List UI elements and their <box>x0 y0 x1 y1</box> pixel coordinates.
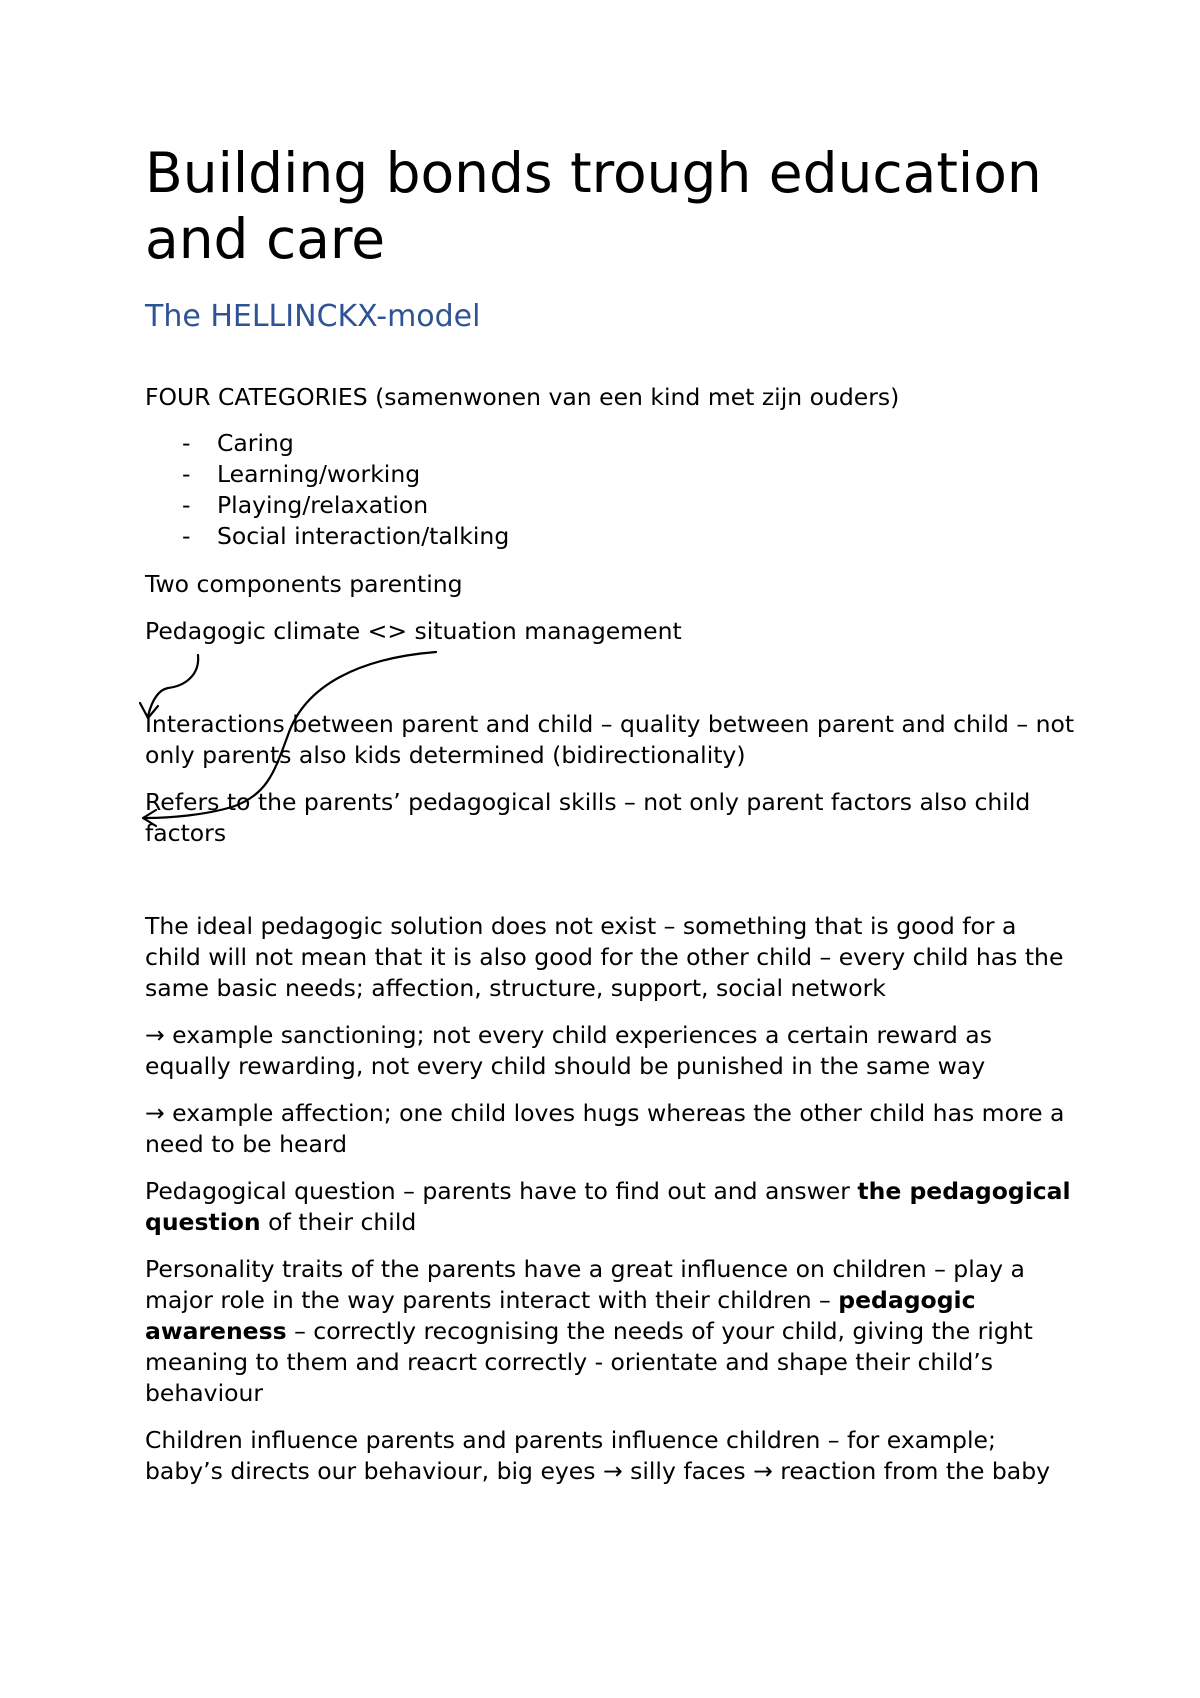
ideal-solution-paragraph: The ideal pedagogic solution does not exist – something that is good for a child will not mean that it is also good for the other child – every child has the same basic needs; affection, structure, support, social network <box>145 912 1064 1002</box>
list-item <box>145 521 1075 552</box>
document-subtitle: The HELLINCKX-model <box>145 299 481 334</box>
pedagogic-climate-line: Pedagogic climate <> situation management <box>145 617 682 645</box>
list-item <box>145 428 1075 459</box>
bullet-dash: - <box>182 522 191 550</box>
two-components-line: Two components parenting <box>145 570 463 598</box>
list-item <box>145 490 1075 521</box>
list-item-label: Social interaction/talking <box>217 522 510 550</box>
question-text: Pedagogical question – parents have to find out and answer <box>145 1177 858 1205</box>
bullet-dash: - <box>182 460 191 488</box>
sanctioning-paragraph: → example sanctioning; not every child experiences a certain reward as equally rewarding, not every child should be punished in the same way <box>145 1021 992 1080</box>
list-item-label: Learning/working <box>217 460 421 488</box>
refers-paragraph: Refers to the parents’ pedagogical skills – not only parent factors also child factors <box>145 788 1031 847</box>
interactions-paragraph: Interactions between parent and child – quality between parent and child – not only parents also kids determined (bidirectionality) <box>145 710 1075 769</box>
children-influence-paragraph: Children influence parents and parents influence children – for example; baby’s directs our behaviour, big eyes → silly faces → reaction from the baby <box>145 1426 1051 1485</box>
affection-paragraph: → example affection; one child loves hugs whereas the other child has more a need to be heard <box>145 1099 1065 1158</box>
document-title: Building bonds trough education and care <box>145 141 1042 271</box>
personality-text-end: – correctly recognising the needs of your child, giving the right meaning to them and reacrt correctly - orientate and shape their child’s behaviour <box>145 1317 1033 1407</box>
list-item-label: Playing/relaxation <box>217 491 429 519</box>
personality-paragraph <box>145 1254 1075 1409</box>
categories-list <box>145 428 1075 552</box>
document-body <box>145 140 1075 1487</box>
four-categories-heading: FOUR CATEGORIES (samenwonen van een kind met zijn ouders) <box>145 383 900 411</box>
question-bold: the pedagogical question <box>145 1177 1071 1236</box>
personality-text: Personality traits of the parents have a great influence on children – play a major role in the way parents interact with their children – <box>145 1255 1025 1314</box>
list-item <box>145 459 1075 490</box>
list-item-label: Caring <box>217 429 294 457</box>
question-text-end: of their child <box>260 1208 417 1236</box>
pedagogical-question-paragraph <box>145 1176 1075 1238</box>
personality-bold: pedagogic awareness <box>145 1286 976 1345</box>
bullet-dash: - <box>182 491 191 519</box>
bullet-dash: - <box>182 429 191 457</box>
